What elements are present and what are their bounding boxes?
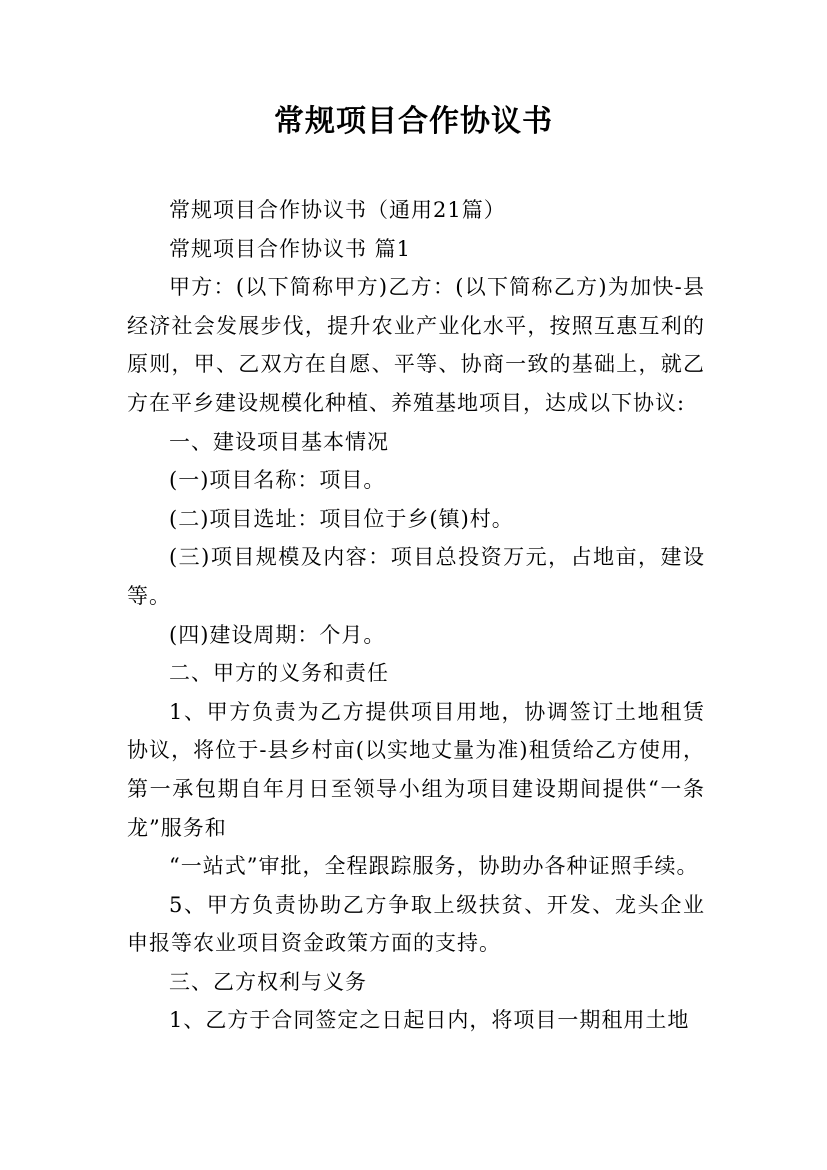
paragraph-heading-1: 一、建设项目基本情况 xyxy=(169,429,389,454)
paragraph-item: (二)项目选址：项目位于乡(镇)村。 xyxy=(169,506,514,531)
paragraph-item: (三)项目规模及内容：项目总投资万元，占地亩，建设等。 xyxy=(127,545,705,608)
paragraph-item: 1、甲方负责为乙方提供项目用地，协调签订土地租赁协议，将位于-县乡村亩(以实地丈量为准)租赁给乙方使用，第一承包期自年月日至领导小组为项目建设期间提供“一条龙”服务和 xyxy=(127,699,705,840)
document-body xyxy=(127,191,705,1040)
document-title: 常规项目合作协议书 xyxy=(274,104,553,139)
paragraph-section-heading: 常规项目合作协议书 篇1 xyxy=(169,236,412,261)
paragraph-item: (四)建设周期：个月。 xyxy=(169,622,386,647)
paragraph-item: (一)项目名称：项目。 xyxy=(169,468,386,493)
paragraph-item: 5、甲方负责协助乙方争取上级扶贫、开发、龙头企业申报等农业项目资金政策方面的支持。 xyxy=(127,892,705,956)
paragraph-item: 1、乙方于合同签定之日起日内，将项目一期租用土地 xyxy=(169,1008,690,1033)
paragraph-subtitle: 常规项目合作协议书（通用21篇） xyxy=(169,198,506,222)
paragraph-heading-3: 三、乙方权利与义务 xyxy=(169,969,367,994)
paragraph-preamble: 甲方：(以下简称甲方)乙方：(以下简称乙方)为加快-县经济社会发展步伐，提升农业产业化水平，按照互惠互利的原则，甲、乙双方在自愿、平等、协商一致的基础上，就乙方在平乡建设规模化种植、养殖基地项目，达成以下协议: xyxy=(127,275,705,415)
paragraph-heading-2: 二、甲方的义务和责任 xyxy=(169,661,389,686)
paragraph-item: “一站式”审批，全程跟踪服务，协助办各种证照手续。 xyxy=(169,854,699,879)
